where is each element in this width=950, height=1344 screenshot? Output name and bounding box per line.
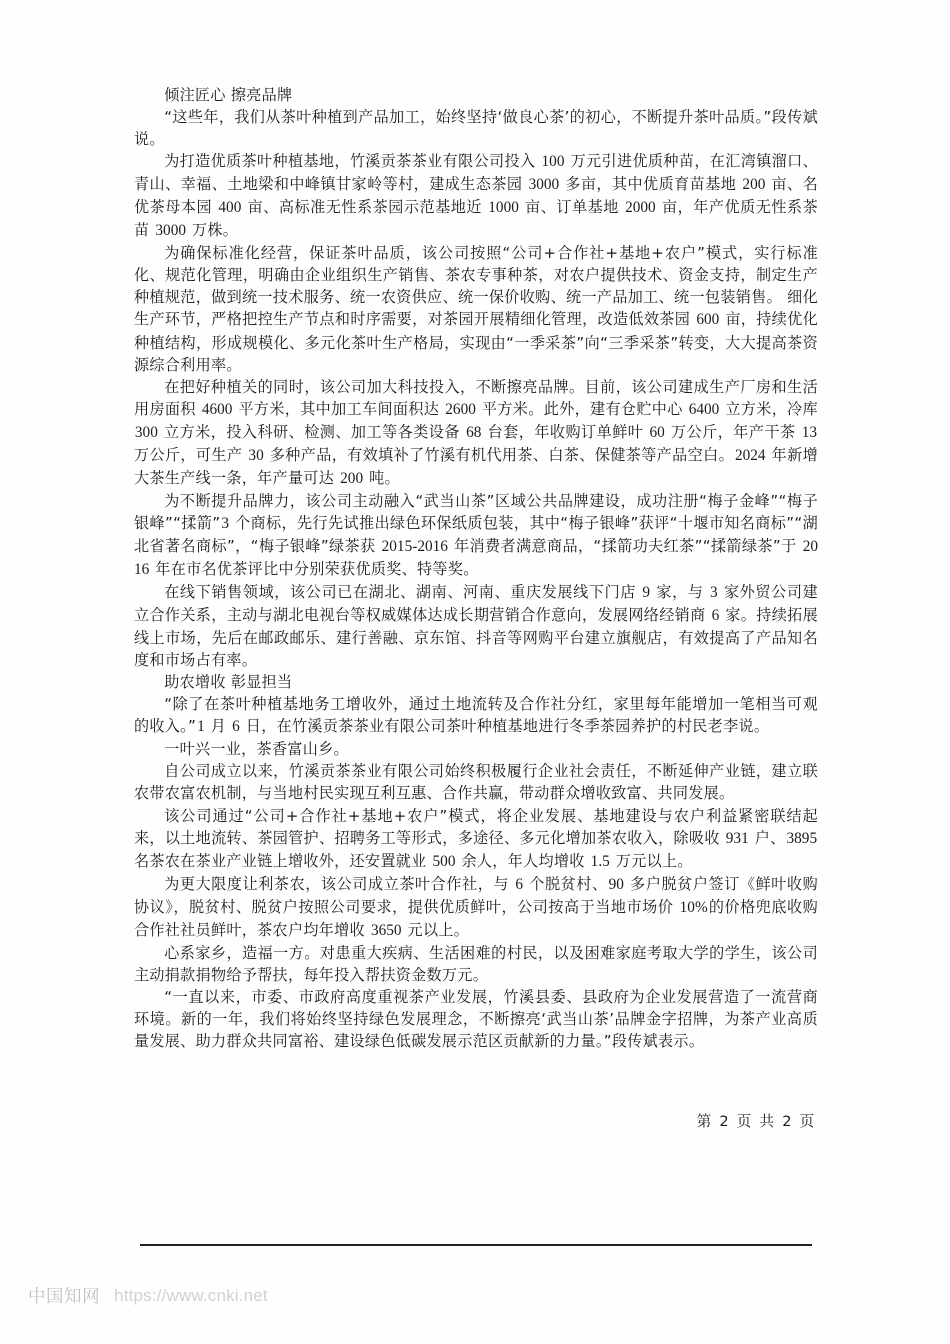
- inline-figure: 3: [221, 514, 229, 532]
- body-paragraph: 一叶兴一业，茶香富山乡。: [164, 740, 349, 759]
- inline-figure: 300: [134, 423, 158, 441]
- inline-figure: 200: [340, 469, 364, 487]
- body-paragraph: 在线下销售领域，该公司已在湖北、湖南、河南、重庆发展线下门店 9 家，与 3 家外贸公司建立合作关系，主动与湖北电视台等权威媒体达成长期营销合作意向，发展网络经销商 6 家。持续拓展线上市场，先后在邮政邮乐、建行善融、京东馆、抖音等网购平台建立旗舰店，有效提高了产品知名度和市场占有率。: [134, 583, 818, 670]
- body-paragraph: 心系家乡，造福一方。对患重大疾病、生活困难的村民，以及困难家庭考取大学的学生，该公司主动捐款捐物给予帮扶，每年投入帮扶资金数万元。: [134, 943, 818, 984]
- section-heading: 倾注匠心 擦亮品牌: [164, 86, 293, 104]
- inline-figure: 3895: [786, 829, 818, 847]
- inline-figure: 3000: [528, 176, 560, 194]
- inline-figure: 10%: [679, 898, 708, 916]
- inline-figure: 6400: [688, 400, 720, 418]
- inline-figure: 2600: [445, 400, 476, 418]
- inline-figure: 6: [515, 875, 523, 893]
- inline-figure: 30: [248, 446, 264, 464]
- body-paragraph: “一直以来，市委、市政府高度重视茶产业发展，竹溪县委、县政府为企业发展营造了一流营商环境。新的一年，我们将始终坚持绿色发展理念，不断擦亮‘武当山茶’品牌金字招牌，为茶产业高质量发展、助力群众共同富裕、建设绿色低碳发展示范区贡献新的力量。”段传斌表示。: [134, 987, 818, 1050]
- inline-figure: 2016: [134, 537, 818, 578]
- inline-figure: 2000: [625, 199, 656, 217]
- inline-figure: 200: [742, 176, 766, 194]
- body-paragraph: 为打造优质茶叶种植基地，竹溪贡茶茶业有限公司投入 100 万元引进优质种苗，在汇湾镇溜口、青山、幸福、土地梁和中峰镇甘家岭等村，建成生态茶园 3000 多亩，其中优质育苗基地 200 亩、名优茶母本园 400 亩、高标准无性系茶园示范基地近 1000 亩、订单基地 2000 亩，年产优质无性系茶苗 3000 万株。: [134, 152, 818, 240]
- inline-figure: 6: [232, 718, 240, 736]
- body-paragraph: “除了在茶叶种植基地务工增收外，通过土地流转及合作社分红，家里每年能增加一笔相当可观的收入。”1 月 6 日，在竹溪贡茶茶业有限公司茶叶种植基地进行冬季茶园养护的村民老李说。: [134, 695, 818, 736]
- body-paragraph: 在把好种植关的同时，该公司加大科技投入，不断擦亮品牌。目前，该公司建成生产厂房和生活用房面积 4600 平方米，其中加工车间面积达 2600 平方米。此外，建有仓贮中心 6400 立方米，冷库 300 立方米，投入科研、检测、加工等各类设备 68 台套，年收购订单鲜叶 60 万公斤，年产干茶 13 万公斤，可生产 30 多种产品，有效填补了竹溪有机代用茶、白茶、保健茶等产品空白。2024 年新增大茶生产线一条，年产量可达 200 吨。: [134, 377, 818, 487]
- inline-figure: 68: [466, 423, 482, 441]
- inline-figure: 400: [218, 199, 242, 217]
- inline-figure: 13: [801, 423, 818, 441]
- inline-figure: 100: [541, 153, 565, 171]
- inline-figure: 1.5: [590, 852, 610, 870]
- page-number-footer: 第 2 页 共 2 页: [696, 1113, 816, 1130]
- watermark-brand-label: 中国知网: [28, 1287, 101, 1307]
- inline-figure: 4600: [201, 400, 233, 418]
- inline-figure: 1: [197, 718, 205, 736]
- section-heading: 助农增收 彰显担当: [164, 673, 293, 692]
- body-paragraph: 为不断提升品牌力，该公司主动融入“武当山茶”区域公共品牌建设，成功注册“梅子金峰”“梅子银峰”“揉箭”3 个商标，先行先试推出绿色环保纸质包装，其中“梅子银峰”获评“十堰市知名商标”“湖北省著名商标”，“梅子银峰”绿茶获 2015-2016 年消费者满意商品，“揉箭功夫红茶”“揉箭绿茶”于 2016 年在市名优茶评比中分别荣获优质奖、特等奖。: [134, 491, 818, 578]
- inline-figure: 500: [432, 852, 456, 870]
- inline-figure: 60: [649, 423, 665, 441]
- inline-figure: 2015-2016: [381, 537, 448, 555]
- inline-figure: 3: [709, 584, 718, 602]
- body-paragraph: 自公司成立以来，竹溪贡茶茶业有限公司始终积极履行企业社会责任，不断延伸产业链，建立联农带农富农机制，与当地村民实现互利互惠、合作共赢，带动群众增收致富、共同发展。: [134, 762, 818, 803]
- inline-figure: 3650: [370, 921, 402, 939]
- inline-figure: 90: [608, 875, 624, 893]
- body-paragraph: 为确保标准化经营，保证茶叶品质，该公司按照“公司+合作社+基地+农户”模式，实行标准化、规范化管理，明确由企业组织生产销售、茶农专事种茶，对农户提供技术、资金支持，制定生产种植规范，做到统一技术服务、统一农资供应、统一保价收购、统一产品加工、统一包装销售。 细化生产环节，严格把控生产节点和时序需要，对茶园开展精细化管理，改造低效茶园 600 亩，持续优化种植结构，形成规模化、多元化茶叶生产格局，实现由“一季采茶”向“三季采茶”转变，大大提高茶资源综合利用率。: [134, 244, 818, 374]
- watermark-url-label: https://www.cnki.net: [114, 1285, 268, 1305]
- inline-figure: 9: [642, 584, 651, 602]
- body-paragraph: “这些年，我们从茶叶种植到产品加工，始终坚持‘做良心茶’的初心，不断提升茶叶品质。”段传斌说。: [134, 108, 818, 149]
- inline-figure: 2024: [734, 446, 766, 464]
- inline-figure: 931: [725, 829, 749, 847]
- body-paragraph: 该公司通过“公司+合作社+基地+农户”模式，将企业发展、基地建设与农户利益紧密联结起来，以土地流转、茶园管护、招聘务工等形式，多途径、多元化增加茶农收入，除吸收 931 户、3895 名茶农在茶业产业链上增收外，还安置就业 500 余人，年人均增收 1.5 万元以上。: [134, 806, 818, 870]
- inline-figure: 600: [696, 311, 720, 329]
- footer-divider-rule: [140, 1244, 812, 1246]
- document-text-column: [134, 84, 818, 1052]
- inline-figure: 3000: [155, 222, 186, 240]
- inline-figure: 6: [711, 607, 720, 625]
- inline-figure: 1000: [488, 199, 519, 217]
- body-paragraph: 为更大限度让利茶农，该公司成立茶叶合作社，与 6 个脱贫村、90 多户脱贫户签订《鲜叶收购协议》，脱贫村、脱贫户按照公司要求，提供优质鲜叶，公司按高于当地市场价 10%的价格兜底收购合作社社员鲜叶，茶农户均年增收 3650 元以上。: [134, 874, 819, 939]
- cnki-watermark: [28, 1283, 268, 1308]
